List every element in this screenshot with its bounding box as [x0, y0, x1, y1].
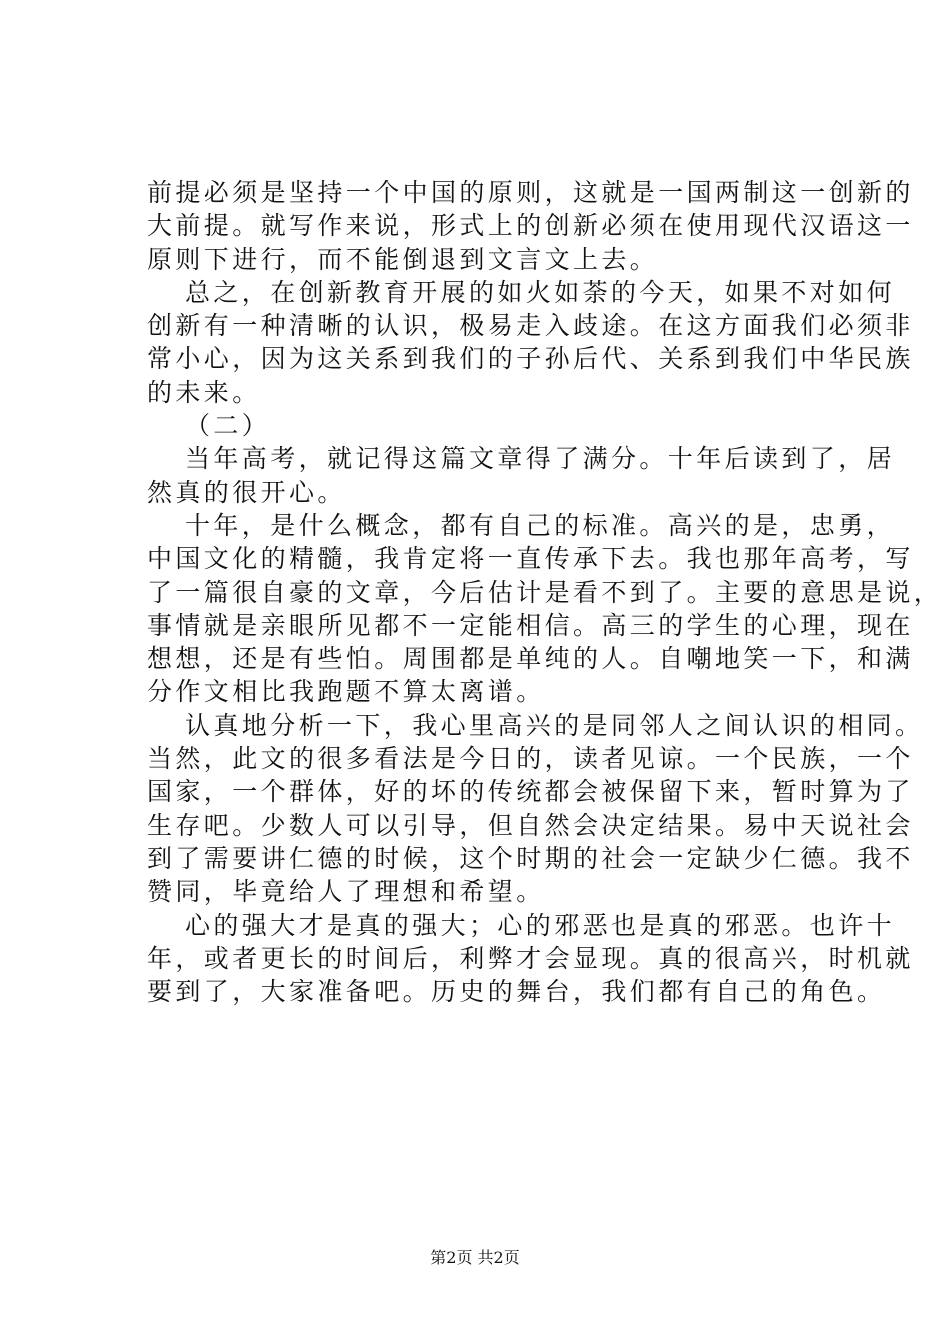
text-line: 分作文相比我跑题不算太离谱。 [147, 677, 545, 707]
text-line: 当然，此文的很多看法是今日的，读者见谅。一个民族，一个 [147, 744, 914, 774]
text-line: 中国文化的精髓，我肯定将一直传承下去。我也那年高考，写 [147, 544, 914, 574]
text-line: 国家，一个群体，好的坏的传统都会被保留下来，暂时算为了 [147, 777, 914, 807]
text-line: 生存吧。少数人可以引导，但自然会决定结果。易中天说社会 [147, 810, 914, 840]
text-line: 总之，在创新教育开展的如火如荼的今天，如果不对如何 [185, 277, 896, 307]
page-footer: 第2页 共2页 [430, 1248, 520, 1267]
text-line: 要到了，大家准备吧。历史的舞台，我们都有自己的角色。 [147, 977, 886, 1007]
text-line: 然真的很开心。 [147, 477, 346, 507]
text-line: 年，或者更长的时间后，利弊才会显现。真的很高兴，时机就 [147, 943, 914, 973]
text-line: 赞同，毕竟给人了理想和希望。 [147, 877, 545, 907]
text-line: 了一篇很自豪的文章，今后估计是看不到了。主要的意思是说， [147, 577, 943, 607]
text-line: （二） [185, 411, 271, 441]
text-line: 创新有一种清晰的认识，极易走入歧途。在这方面我们必须非 [147, 311, 914, 341]
text-line: 事情就是亲眼所见都不一定能相信。高三的学生的心理，现在 [147, 610, 914, 640]
text-line: 到了需要讲仁德的时候，这个时期的社会一定缺少仁德。我不 [147, 843, 914, 873]
text-line: 当年高考，就记得这篇文章得了满分。十年后读到了，居 [185, 444, 896, 474]
text-line: 想想，还是有些怕。周围都是单纯的人。自嘲地笑一下，和满 [147, 644, 914, 674]
text-line: 大前提。就写作来说，形式上的创新必须在使用现代汉语这一 [147, 211, 914, 241]
text-line: 前提必须是坚持一个中国的原则，这就是一国两制这一创新的 [147, 178, 914, 207]
text-line: 的未来。 [147, 377, 261, 407]
text-line: 原则下进行，而不能倒退到文言文上去。 [147, 244, 659, 274]
text-line: 认真地分析一下，我心里高兴的是同邻人之间认识的相同。 [185, 710, 924, 740]
text-line: 常小心，因为这关系到我们的子孙后代、关系到我们中华民族 [147, 344, 914, 374]
text-line: 十年，是什么概念，都有自己的标准。高兴的是，忠勇， [185, 510, 896, 540]
text-line: 心的强大才是真的强大；心的邪恶也是真的邪恶。也许十 [185, 910, 896, 940]
body-text [147, 176, 943, 1008]
